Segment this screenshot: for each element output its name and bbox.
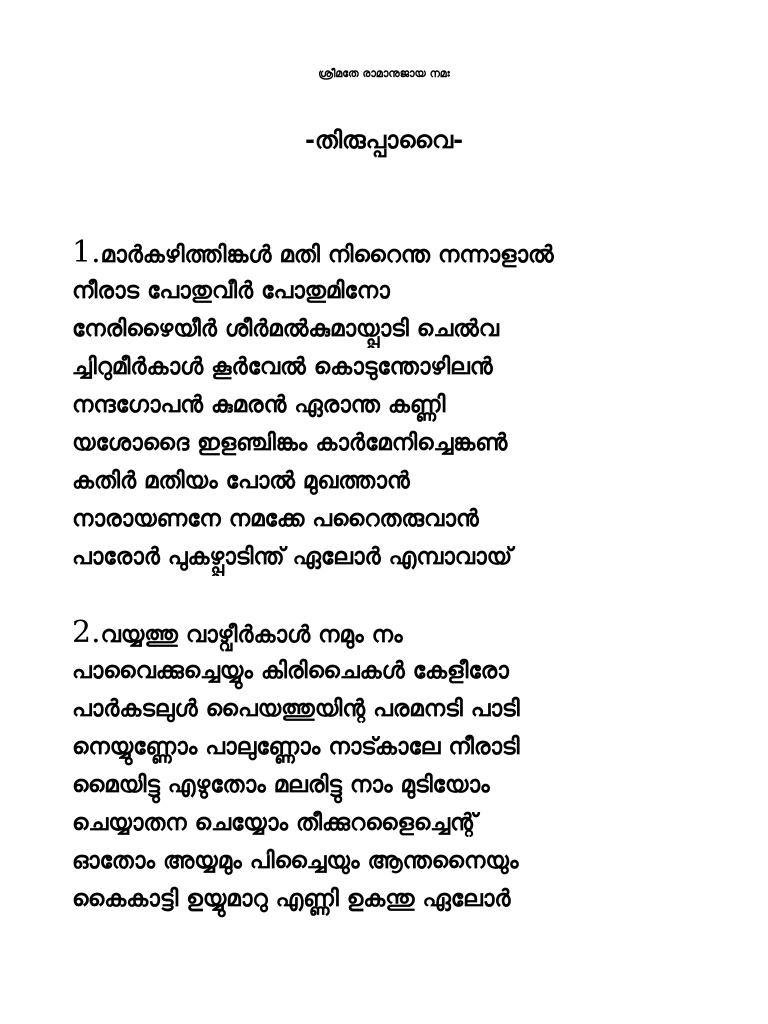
verse-line: ഓതോം അയ്യമും പിച്ചൈയും ആന്തനൈയും — [72, 848, 519, 874]
verse-line: കൈകാട്ടി ഉയ്യുമാറു എണ്ണി ഉകന്തു ഏലോർ — [72, 886, 511, 912]
verse-line: നാരായണനേ നമക്കേ പറൈതരുവാൻ — [72, 506, 479, 532]
verse-line: പാരോർ പുകഴ്പ്പാടിന്ത് ഏലോർ എമ്പാവായ് — [72, 544, 513, 570]
verse-line-text: മാർകഴിത്തിങ്കൾ മതി നിറൈന്ത നന്നാളാൽ — [100, 242, 554, 268]
verse-line: നന്ദഗോപൻ കുമരൻ ഏരാന്ത കണ്ണി — [72, 392, 446, 418]
verse-line: പാവൈക്കുച്ചെയ്യും കിരിചൈകൾ കേളീരോ — [72, 658, 509, 684]
document-title: -തിരുപ്പാവൈ- — [304, 126, 464, 154]
verse-number: 1. — [72, 235, 101, 270]
verse-line — [72, 234, 752, 272]
verse-line — [72, 614, 752, 652]
invocation-line: ശ്രീമതേ രാമാനുജായ നമഃ — [318, 67, 450, 80]
verse-line: നേരിഴൈയീർ ശീർമൽകുമായ്പ്പാടി ചെൽവ — [72, 316, 499, 342]
verse-2 — [72, 614, 752, 918]
verse-line: ചെയ്യാതന ചെയ്യോം തീക്കുറളൈച്ചെന്റ് — [72, 810, 478, 836]
verse-line: യശോദൈ ഇളഞ്ചിങ്കം കാർമേനിച്ചെങ്കൺ — [72, 430, 508, 456]
verse-line: ച്ചിറുമീർകാൾ കൂർവേൽ കൊടുന്തോഴിലൻ — [72, 354, 493, 380]
verse-line: നെയ്യുണ്ണോം പാലുണ്ണോം നാട്കാലേ നീരാടി — [72, 734, 520, 760]
verse-line-text: വയ്യത്തു വാഴ്വീർകാൾ നമും നം — [100, 622, 403, 648]
verse-line: മൈയിട്ടു എഴുതോം മലരിട്ടു നാം മുടിയോം — [72, 772, 490, 798]
verse-1 — [72, 234, 752, 576]
verse-line: പാർകടലുൾ പൈയത്തുയിന്റ പരമനടി പാടി — [72, 696, 520, 722]
verse-line: കതിർ മതിയം പോൽ മുഖത്താൻ — [72, 468, 410, 494]
verse-line: നീരാട പോതുവീർ പോതുമിനോ — [72, 278, 390, 304]
verse-number: 2. — [72, 615, 101, 650]
